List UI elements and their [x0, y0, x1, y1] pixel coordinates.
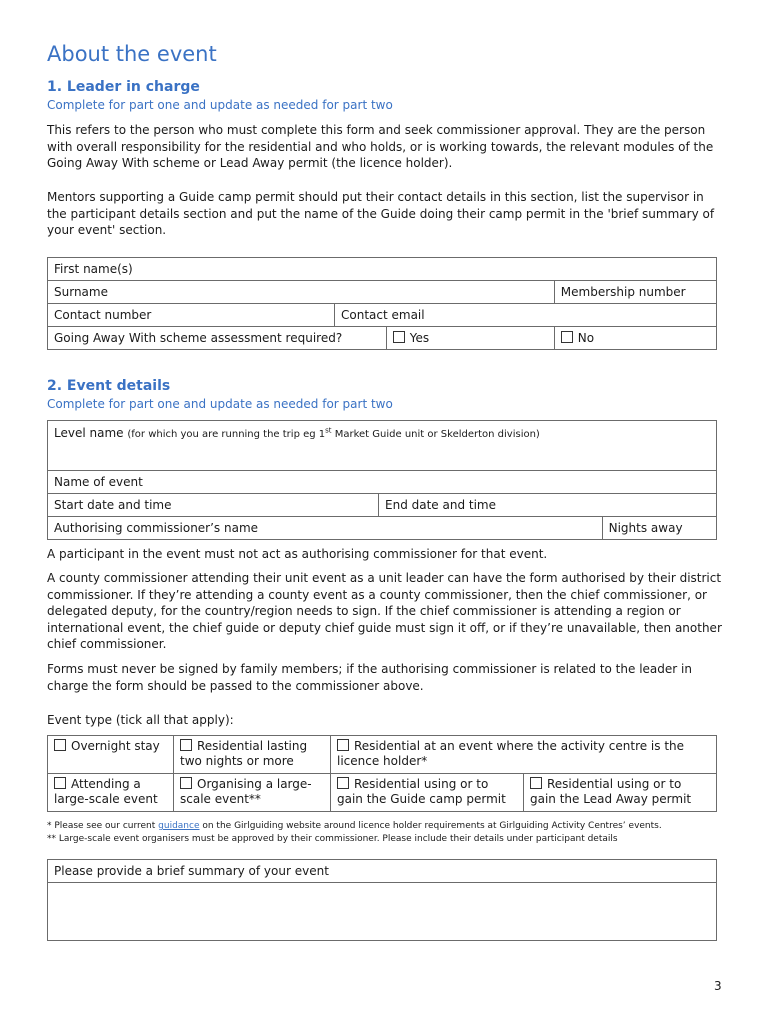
- note-county-commissioner: A county commissioner attending their unit event as a unit leader can have the form authorised by their district commissioner. If they’re attending a county event as a county commissioner, then the chief commissioner, or delegated deputy, for the country/region needs to sign. If the chief commissioner is attending a region or international event, the chief guide or deputy chief guide must sign it off, or if they’re unavailable, then another chief commissioner.: [47, 571, 722, 651]
- contact-email-label: Contact email: [341, 308, 425, 322]
- res-two-nights-label: Residential lasting two nights or more: [180, 739, 308, 768]
- event-type-label: Event type (tick all that apply):: [47, 713, 234, 727]
- res-guide-camp-checkbox[interactable]: [337, 777, 349, 789]
- res-guide-camp-label: Residential using or to gain the Guide camp permit: [337, 777, 506, 806]
- end-date-field[interactable]: [379, 494, 717, 517]
- level-name-hint: [127, 426, 540, 440]
- authorising-commissioner-label: Authorising commissioner’s name: [54, 521, 259, 535]
- level-name-field[interactable]: [48, 421, 717, 471]
- event-type-res-two-nights[interactable]: [174, 736, 331, 774]
- section2-subheading: Complete for part one and update as needed for part two: [47, 397, 393, 411]
- page-title: About the event: [47, 42, 217, 66]
- overnight-checkbox[interactable]: [54, 739, 66, 751]
- gaw-question: [48, 327, 387, 350]
- event-type-table: [47, 735, 717, 812]
- contact-number-field[interactable]: [48, 304, 335, 327]
- footnote-licence: [47, 821, 662, 831]
- res-lead-away-label: Residential using or to gain the Lead Away permit: [530, 777, 692, 806]
- surname-field[interactable]: [48, 281, 555, 304]
- summary-table: [47, 859, 717, 941]
- res-activity-centre-label: Residential at an event where the activity centre is the licence holder*: [337, 739, 685, 768]
- footnote1-pre: * Please see our current: [47, 821, 159, 831]
- section1-para2: Mentors supporting a Guide camp permit should put their contact details in this section, list the supervisor in the participant details section and put the name of the Guide doing their camp permit in the 'brief summary of your event' section.: [47, 190, 715, 237]
- contact-email-field[interactable]: [335, 304, 717, 327]
- level-hint-sup: st: [325, 426, 332, 435]
- event-type-overnight[interactable]: [48, 736, 174, 774]
- section2-heading: 2. Event details: [47, 378, 171, 394]
- authorising-commissioner-field[interactable]: [48, 517, 603, 540]
- membership-number-field[interactable]: [554, 281, 716, 304]
- event-name-field[interactable]: [48, 471, 717, 494]
- yes-checkbox[interactable]: [393, 331, 405, 343]
- level-name-label: Level name: [54, 426, 124, 440]
- footnote1-post: on the Girlguiding website around licence holder requirements at Girlguiding Activity Centres’ events.: [199, 821, 662, 831]
- first-name-label: First name(s): [54, 262, 133, 276]
- level-hint-post: Market Guide unit or Skelderton division): [331, 429, 540, 440]
- nights-away-label: Nights away: [608, 521, 683, 535]
- end-date-label: End date and time: [385, 498, 496, 512]
- note-participant: A participant in the event must not act as authorising commissioner for that event.: [47, 547, 548, 561]
- section1-para1: This refers to the person who must complete this form and seek commissioner approval. They are the person with overall responsibility for the residential and who holds, or is working towards, the relevant modules of the Going Away With scheme or Lead Away permit (the licence holder).: [47, 123, 714, 170]
- guidance-link[interactable]: guidance: [158, 821, 200, 831]
- footnote-large-scale: ** Large-scale event organisers must be approved by their commissioner. Please include their details under participant details: [47, 834, 618, 844]
- level-hint-pre: (for which you are running the trip eg 1: [127, 429, 326, 440]
- nights-away-field[interactable]: [602, 517, 716, 540]
- start-date-label: Start date and time: [54, 498, 172, 512]
- event-type-attending-large[interactable]: [48, 774, 174, 812]
- yes-label: Yes: [409, 331, 430, 345]
- gaw-question-label: Going Away With scheme assessment required?: [54, 331, 343, 345]
- page-number: 3: [714, 979, 722, 993]
- section1-subheading: Complete for part one and update as needed for part two: [47, 98, 393, 112]
- summary-label: Please provide a brief summary of your event: [54, 864, 329, 878]
- gaw-yes-cell[interactable]: [386, 327, 554, 350]
- organising-large-label: Organising a large-scale event**: [180, 777, 312, 806]
- no-checkbox[interactable]: [561, 331, 573, 343]
- no-label: No: [577, 331, 595, 345]
- attending-large-label: Attending a large-scale event: [54, 777, 158, 806]
- leader-table: [47, 257, 717, 350]
- section1-heading: 1. Leader in charge: [47, 79, 200, 95]
- event-type-res-lead-away[interactable]: [524, 774, 717, 812]
- start-date-field[interactable]: [48, 494, 379, 517]
- event-type-res-activity-centre[interactable]: [331, 736, 717, 774]
- attending-large-checkbox[interactable]: [54, 777, 66, 789]
- contact-number-label: Contact number: [54, 308, 152, 322]
- res-lead-away-checkbox[interactable]: [530, 777, 542, 789]
- event-type-res-guide-camp[interactable]: [331, 774, 524, 812]
- overnight-label: Overnight stay: [71, 739, 160, 753]
- note-family-members: Forms must never be signed by family members; if the authorising commissioner is related to the leader in charge the form should be passed to the commissioner above.: [47, 662, 692, 693]
- membership-number-label: Membership number: [560, 285, 686, 299]
- gaw-no-cell[interactable]: [554, 327, 716, 350]
- summary-label-cell: [48, 860, 717, 883]
- first-name-field[interactable]: [48, 258, 717, 281]
- event-details-table: [47, 420, 717, 540]
- event-type-organising-large[interactable]: [174, 774, 331, 812]
- event-name-label: Name of event: [54, 475, 143, 489]
- surname-label: Surname: [54, 285, 108, 299]
- res-activity-centre-checkbox[interactable]: [337, 739, 349, 751]
- res-two-nights-checkbox[interactable]: [180, 739, 192, 751]
- summary-input[interactable]: [48, 883, 717, 941]
- organising-large-checkbox[interactable]: [180, 777, 192, 789]
